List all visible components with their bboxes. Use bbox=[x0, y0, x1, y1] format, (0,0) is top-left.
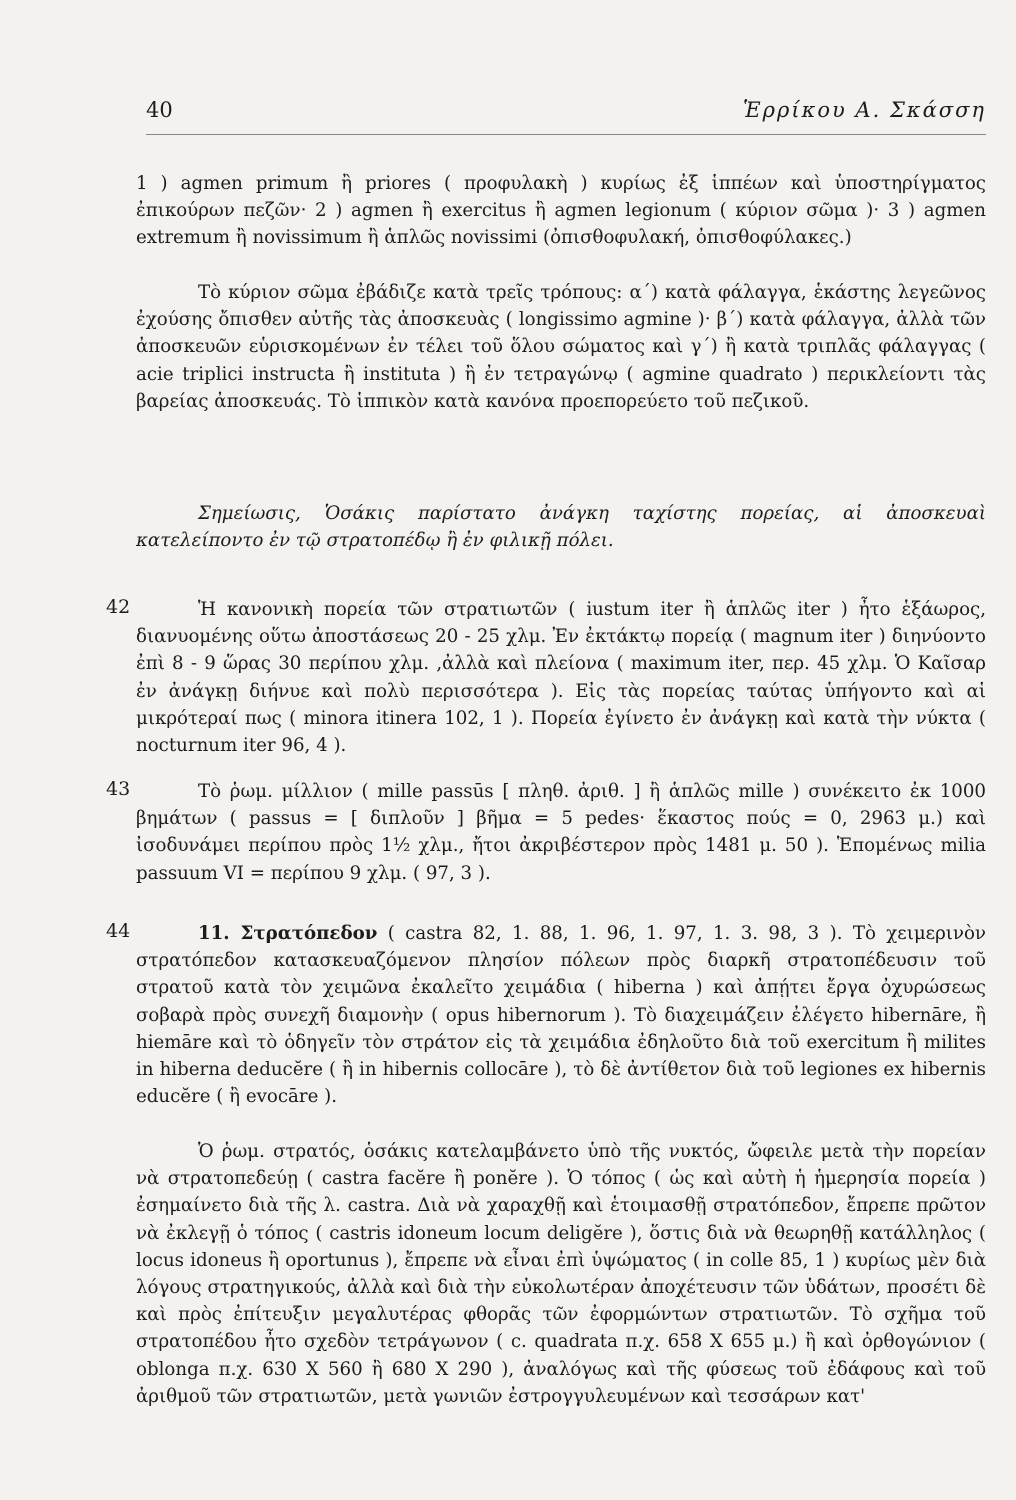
margin-number-42: 42 bbox=[106, 596, 131, 618]
paragraph-note: Σημείωσις, Ὁσάκις παρίστατο ἀνάγκη ταχίστης πορείας, αἱ ἀποσκευαὶ κατελείποντο ἐν τῷ στρατοπέδῳ ἢ ἐν φιλικῇ πόλει. bbox=[136, 503, 986, 552]
paragraph-44-text: ( castra 82, 1. 88, 1. 96, 1. 97, 1. 3. 98, 3 ). Τὸ χειμερινὸν στρατόπεδον κατασκευαζόμενον πλησίον πόλεων πρὸς διαρκῆ στρατοπέδευσιν τοῦ στρατοῦ κατὰ τὸν χειμῶνα ἐκαλεῖτο χειμάδια ( hiberna ) καὶ ἀπῄτει ἔργα ὀχυρώσεως σοβαρὰ πρὸς συνεχῆ διαμονὴν ( opus hibernorum ). Τὸ διαχειμάζειν ἐλέγετο hibernāre, ἢ hiemāre καὶ τὸ ὁδηγεῖν τὸν στράτον εἰς τὰ χειμάδια ἐδηλοῦτο διὰ τοῦ exercitum ἢ milites in hiberna deducĕre ( ἢ in hibernis collocāre ), τὸ δὲ ἀντίθετον διὰ τοῦ legiones ex hibernis educĕre ( ἢ evocāre ). bbox=[136, 923, 986, 1108]
paragraph-44 bbox=[136, 920, 986, 1110]
section-heading: 11. Στρατόπεδον bbox=[198, 923, 378, 944]
paragraph-43: Τὸ ῥωμ. μίλλιον ( mille passūs [ πληθ. ἀριθ. ] ἢ ἁπλῶς mille ) συνέκειτο ἐκ 1000 βημάτων ( passus = [ διπλοῦν ] βῆμα = 5 pedes· ἕκαστος πούς = 0, 2963 μ.) καὶ ἰσοδυνάμει περίπου πρὸς 1½ χλμ., ἤτοι ἀκριβέστερον πρὸς 1481 μ. 50 ). Ἑπομένως milia passuum VI = περίπου 9 χλμ. ( 97, 3 ). bbox=[136, 781, 986, 884]
margin-number-43: 43 bbox=[106, 778, 131, 800]
paragraph-camp: Ὁ ῥωμ. στρατός, ὁσάκις κατελαμβάνετο ὑπὸ τῆς νυκτός, ὤφειλε μετὰ τὴν πορείαν νὰ στρατοπεδεύῃ ( castra facĕre ἢ ponĕre ). Ὁ τόπος ( ὡς καὶ αὐτὴ ἡ ἡμερησία πορεία ) ἐσημαίνετο διὰ τῆς λ. castra. Διὰ νὰ χαραχθῇ καὶ ἑτοιμασθῇ στρατόπεδον, ἔπρεπε πρῶτον νὰ ἐκλεγῇ ὁ τόπος ( castris idoneum locum deligĕre ), ὅστις διὰ νὰ θεωρηθῇ κατάλληλος ( locus idoneus ἢ oportunus ), ἔπρεπε νὰ εἶναι ἐπὶ ὑψώματος ( in colle 85, 1 ) κυρίως μὲν διὰ λόγους στρατηγικούς, ἀλλὰ καὶ διὰ τὴν εὐκολωτέραν ἀποχέτευσιν τῶν ὑδάτων, προσέτι δὲ καὶ πρὸς ἐπίτευξιν μεγαλυτέρας φθορᾶς τῶν ἐφορμώντων στρατιωτῶν. Τὸ σχῆμα τοῦ στρατοπέδου ἦτο σχεδὸν τετράγωνον ( c. quadrata π.χ. 658 X 655 μ.) ἢ καὶ ὀρθογώνιον ( oblonga π.χ. 630 X 560 ἢ 680 X 290 ), ἀναλόγως καὶ τῆς φύσεως τοῦ ἐδάφους καὶ τοῦ ἀριθμοῦ τῶν στρατιωτῶν, μετὰ γωνιῶν ἐστρογγυλευμένων καὶ τεσσάρων κατ' bbox=[136, 1141, 986, 1407]
paragraph-42: Ἡ κανονικὴ πορεία τῶν στρατιωτῶν ( iustum iter ἢ ἁπλῶς iter ) ἦτο ἑξάωρος, διανυομένης οὕτω ἀποστάσεως 20 - 25 χλμ. Ἐν ἐκτάκτῳ πορείᾳ ( magnum iter ) διηνύοντο ἐπὶ 8 - 9 ὥρας 30 περίπου χλμ. ,ἀλλὰ καὶ πλείονα ( maximum iter, περ. 45 χλμ. Ὁ Καῖσαρ ἐν ἀνάγκῃ διήνυε καὶ πολὺ περισσότερα ). Εἰς τὰς πορείας ταύτας ὑπήγοντο καὶ αἱ μικρότεραί πως ( minora itinera 102, 1 ). Πορεία ἐγίνετο ἐν ἀνάγκῃ καὶ κατὰ τὴν νύκτα ( nocturnum iter 96, 4 ). bbox=[136, 599, 986, 757]
margin-number-44: 44 bbox=[106, 920, 131, 942]
page-header bbox=[146, 94, 986, 135]
paragraph-agmen: 1 ) agmen primum ἢ priores ( προφυλακὴ ) κυρίως ἐξ ἱππέων καὶ ὑποστηρίγματος ἐπικούρων πεζῶν· 2 ) agmen ἢ exercitus ἢ agmen legionum ( κύριον σῶμα )· 3 ) agmen extremum ἢ novissimum ἢ ἁπλῶς novissimi (ὀπισθοφυλακή, ὀπισθοφύλακες.) bbox=[136, 173, 986, 249]
page-number: 40 bbox=[146, 98, 173, 122]
paragraph-main-body: Τὸ κύριον σῶμα ἐβάδιζε κατὰ τρεῖς τρόπους: α΄) κατὰ φάλαγγα, ἑκάστης λεγεῶνος ἐχούσης ὄπισθεν αὐτῆς τὰς ἀποσκευὰς ( longissimo agmine )· β΄) κατὰ φάλαγγα, ἀλλὰ τῶν ἀποσκευῶν εὑρισκομένων ἐν τέλει τοῦ ὅλου σώματος καὶ γ΄) ἢ κατὰ τριπλᾶς φάλαγγας ( acie triplici instructa ἢ instituta ) ἢ ἐν τετραγώνῳ ( agmine quadrato ) περικλείοντι τὰς βαρείας ἀποσκευάς. Τὸ ἱππικὸν κατὰ κανόνα προεπορεύετο τοῦ πεζικοῦ. bbox=[136, 282, 986, 412]
running-title: Ἑρρίκου Α. Σκάσση bbox=[742, 98, 986, 122]
